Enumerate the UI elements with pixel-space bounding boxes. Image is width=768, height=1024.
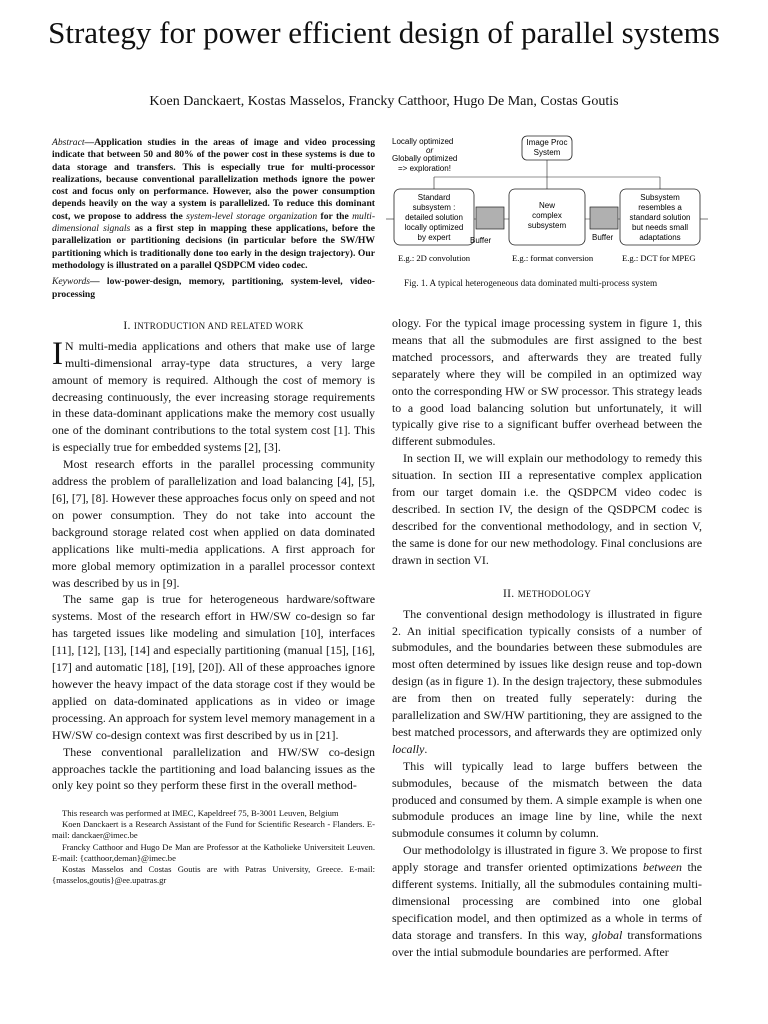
footnote-1: This research was performed at IMEC, Kapeldreef 75, B-3001 Leuven, Belgium [62, 808, 339, 818]
buffer-2-label: Buffer [592, 233, 614, 242]
section-1-number: I. [123, 318, 131, 332]
box1-line-4: locally optimized [404, 223, 464, 232]
section-2-paragraph-1-end: . [424, 741, 428, 756]
box1-line-2: subsystem : [412, 203, 456, 212]
footnote-4: Kostas Masselos and Costas Goutis are with Patras University, Greece. E-mail: {masselos,goutis}@ee.upatras.gr [52, 864, 375, 886]
example-1: E.g.: 2D convolution [398, 253, 471, 263]
buffer-1-label: Buffer [470, 236, 492, 245]
keywords-text: — low-power-design, memory, partitioning, system-level, video-processing [52, 276, 375, 300]
section-2-paragraph-3-text-a: Our methodololgy is illustrated in figure 3. We propose to first apply storage and transfer oriented optimizations [392, 843, 702, 875]
figure-note-or: or [426, 146, 434, 155]
box3-line-5: adaptations [639, 233, 681, 242]
figure-1-diagram [386, 133, 716, 293]
box3-line-1: Subsystem [640, 193, 680, 202]
box2-line-2: complex [532, 211, 562, 220]
top-box-line-2: System [533, 148, 561, 157]
section-1-title: INTRODUCTION AND RELATED WORK [133, 320, 304, 331]
buffer-1 [476, 207, 504, 229]
footnote-3: Francky Catthoor and Hugo De Man are Professor at the Katholieke Universiteit Leuven. E-mail: {catthoor,deman}@imec.be [52, 841, 375, 863]
box1-line-5: by expert [417, 233, 451, 242]
footnotes [52, 808, 375, 886]
box2-line-3: subsystem [527, 221, 567, 230]
box2-line-1: New [538, 201, 556, 210]
figure-note-line-1: Locally optimized [392, 137, 454, 146]
dropcap: I [52, 335, 63, 372]
figure-note-line-3: => exploration! [398, 164, 451, 173]
left-column [52, 137, 375, 794]
figure-1-caption: Fig. 1. A typical heterogeneous data dominated multi-process system [404, 278, 658, 288]
box3-line-2: resembles a [638, 203, 682, 212]
section-2-heading [392, 587, 702, 600]
box1-line-1: Standard [417, 193, 451, 202]
section-2-paragraph-3-text-b: the different systems. Initially, all the submodules containing multi-dimensional processing are combined into one global specification model, and then optimized as a whole in terms of data storage and transfers. In this way, [392, 860, 703, 942]
section-2-number: II. [502, 586, 515, 600]
section-1-paragraph-3: The same gap is true for heterogeneous hardware/software systems. Most of the research effort in HW/SW co-design so far has targeted issues like modeling and simulation [10], interfaces [11], [12], [13], [14] and especially partitioning (manual [15], [16], [17] and automatic [18], [19], [20]). All of these approaches ignore however the heavy impact of the data storage cost if they would be applied on data-dominated applications as in video or image processing. An approach for system level memory management in a HW/SW co-design context was first described by us in [21]. [52, 592, 375, 742]
section-2-title: METHODOLOGY [517, 588, 592, 599]
section-1-paragraph-1-text: N multi-media applications and others that make use of large multi-dimensional array-type data structures, a very large amount of memory is required. Although the cost of memory is decreasing continuously, the ever increasing storage requirements in these data-dominant applications make the memory cost usually one of the dominant contributions to the total system cost [1]. This is especially true for embedded systems [2], [3]. [52, 338, 375, 455]
section-2-paragraph-3-text-c: transformations over the intial submodule boundaries are performed. After [392, 927, 702, 959]
section-2-paragraph-1-emphasis: locally [392, 741, 425, 756]
box3-line-4: but needs small [631, 223, 689, 232]
figure-note-line-2: Globally optimized [392, 154, 458, 163]
abstract-text-3: as a first step in mapping these applications, before the parallelization or partitioning decisions (in particular before the SW/HW partitioning which is traditionally done too early in the design trajectory). Our methodology is illustrated on a parallel QSDPCM video codec. [52, 223, 375, 271]
abstract-text-1: —Application studies in the areas of image and video processing indicate that between 50 and 80% of the power cost in these systems is due to data storage and transfers. This is especially true for multi-processor realizations, because conventional parallelization methods ignore the power cost and focus only on performance. However, also the power consumption depends heavily on the way a system is parallelized. To reduce this dominant cost, we propose to address the [52, 137, 375, 222]
keywords [52, 276, 375, 301]
paper-title: Strategy for power efficient design of parallel systems [48, 15, 720, 50]
section-1-outline: In section II, we will explain our methodology to remedy this situation. In section III a representative complex application from our target domain i.e. the QSDPCM video codec is described. In section IV, the design of the QSDPCM codec is described for the conventional methodology, and in section V, the same is done for our new methodology. Final conclusions are drawn in section VI. [392, 451, 702, 567]
section-1-continued: ology. For the typical image processing system in figure 1, this means that all the submodules are first assigned to the best matched processors, and afterwards they are treated fully separately where they will be compiled in an optimized way onto the corresponding HW or SW processor. This strategy leads to a good load balancing solution but unfortunately, it will typically give rise to a significant buffer overhead between the different submodules. [392, 316, 702, 449]
section-2-paragraph-2: This will typically lead to large buffers between the submodules, because of the mismatch between the data produced and consumed by them. A simple example is when one submodule produces an image line by line, while the next submodule consumes it column by column. [392, 758, 702, 841]
buffer-2 [590, 207, 618, 229]
right-column [392, 315, 702, 961]
box3-line-3: standard solution [629, 213, 691, 222]
section-1-heading [52, 319, 375, 332]
abstract-text-2: for the [317, 210, 353, 222]
footnote-2: Koen Danckaert is a Research Assistant of the Fund for Scientific Research - Flanders. E-mail: danckaer@imec.be [52, 819, 375, 841]
section-2-paragraph-1-text: The conventional design methodology is illustrated in figure 2. An initial specification typically consists of a number of submodules, and the boundaries between these submodules are most often determined by issues like design reuse and top-down design (as in figure 1). In the design trajectory, these submodules are from then on treated fully seperately: during the parallelization and SW/HW partitioning, they are assigned to the best matched processors, and afterwards they are optimized only [392, 606, 702, 739]
keywords-label: Keywords [52, 276, 91, 288]
section-2-paragraph-3 [392, 842, 702, 960]
section-2-paragraph-3-emphasis-2: global [591, 927, 623, 942]
top-box-line-1: Image Proc [526, 138, 568, 147]
abstract-emphasis-2: multi-dimensional signals [52, 210, 376, 235]
abstract [52, 137, 375, 272]
abstract-label: Abstract [52, 137, 85, 148]
section-1-paragraph-1 [52, 335, 375, 456]
abstract-emphasis-1: system-level storage organization [186, 210, 318, 222]
example-2: E.g.: format conversion [512, 253, 594, 263]
paper-authors: Koen Danckaert, Kostas Masselos, Francky Catthoor, Hugo De Man, Costas Goutis [149, 94, 619, 109]
section-1-paragraph-4: These conventional parallelization and HW/SW co-design approaches tackle the partitioning and load balancing issues as the only key point so they perform these first in the overall method- [52, 744, 375, 793]
section-2-paragraph-3-emphasis-1: between [643, 860, 682, 875]
box1-line-3: detailed solution [405, 213, 463, 222]
section-2-paragraph-1 [392, 606, 702, 758]
section-1-paragraph-2: Most research efforts in the parallel processing community address the problem of parallelization and load balancing [4], [5], [6], [7], [8]. However these approaches focus only on speed and not on power consumption. They do not take into account the background storage related cost when applied on data dominated applications like multi-media applications. A first approach for more global memory optimization in a parallel processor context was described by us in [9]. [52, 457, 375, 590]
example-3: E.g.: DCT for MPEG [622, 253, 696, 263]
